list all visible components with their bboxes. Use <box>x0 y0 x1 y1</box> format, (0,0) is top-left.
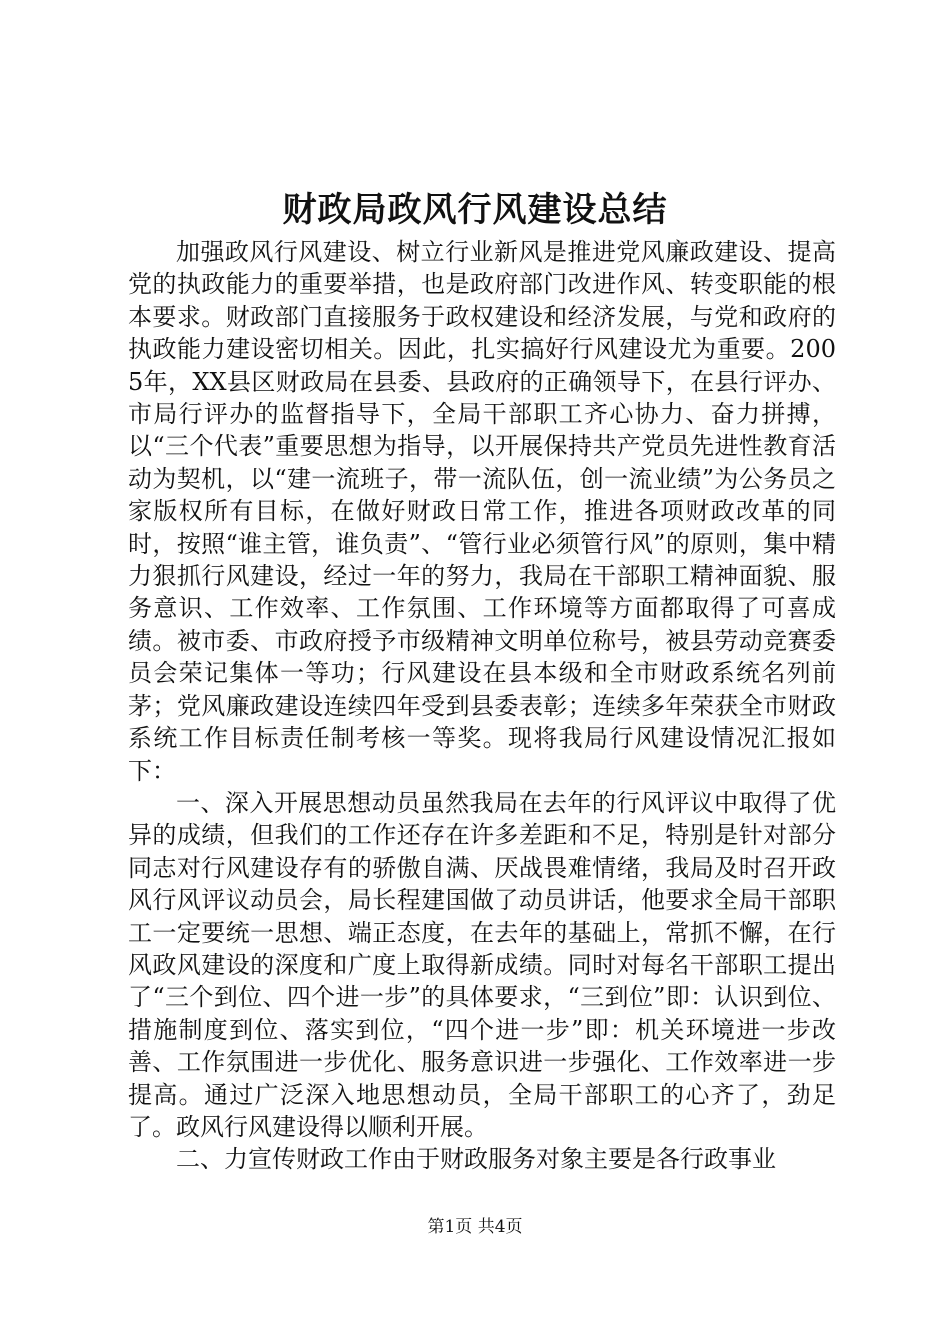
paragraph-section-1: 一、深入开展思想动员虽然我局在去年的行风评议中取得了优异的成绩，但我们的工作还存在许多差距和不足，特别是针对部分同志对行风建设存有的骄傲自满、厌战畏难情绪，我局及时召开政风行风评议动员会，局长程建国做了动员讲话，他要求全局干部职工一定要统一思想、端正态度，在去年的基础上，常抓不懈，在行风政风建设的深度和广度上取得新成绩。同时对每名干部职工提出了“三个到位、四个进一步”的具体要求，“三到位”即：认识到位、措施制度到位、落实到位，“四个进一步”即：机关环境进一步改善、工作氛围进一步优化、服务意识进一步强化、工作效率进一步提高。通过广泛深入地思想动员，全局干部职工的心齐了，劲足了。政风行风建设得以顺利开展。 <box>128 788 836 1141</box>
paragraph-intro: 加强政风行风建设、树立行业新风是推进党风廉政建设、提高党的执政能力的重要举措，也是政府部门改进作风、转变职能的根本要求。财政部门直接服务于政权建设和经济发展，与党和政府的执政能力建设密切相关。因此，扎实搞好行风建设尤为重要。2005年，XX县区财政局在县委、县政府的正确领导下，在县行评办、市局行评办的监督指导下，全局干部职工齐心协力、奋力拼搏，以“三个代表”重要思想为指导，以开展保持共产党员先进性教育活动为契机，以“建一流班子，带一流队伍，创一流业绩”为公务员之家版权所有目标，在做好财政日常工作，推进各项财政改革的同时，按照“谁主管，谁负责”、“管行业必须管行风”的原则，集中精力狠抓行风建设，经过一年的努力，我局在干部职工精神面貌、服务意识、工作效率、工作氛围、工作环境等方面都取得了可喜成绩。被市委、市政府授予市级精神文明单位称号，被县劳动竞赛委员会荣记集体一等功；行风建设在县本级和全市财政系统名列前茅；党风廉政建设连续四年受到县委表彰；连续多年荣获全市财政系统工作目标责任制考核一等奖。现将我局行风建设情况汇报如下： <box>128 238 836 785</box>
document-body <box>128 236 836 1176</box>
paragraph-section-2: 二、力宣传财政工作由于财政服务对象主要是各行政事业 <box>176 1145 776 1174</box>
page-footer: 第1页 共4页 <box>427 1217 523 1237</box>
document-title: 财政局政风行风建设总结 <box>282 190 668 230</box>
